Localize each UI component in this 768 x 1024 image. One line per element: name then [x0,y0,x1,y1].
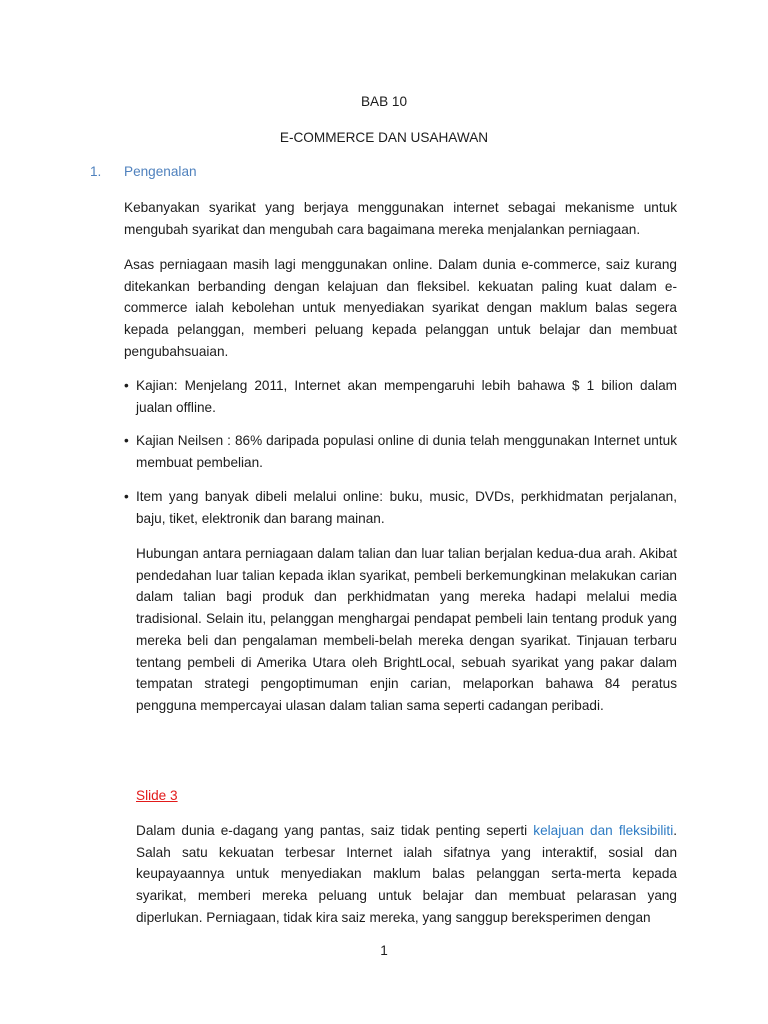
bullet-item [124,375,677,418]
bullet-dot: • [124,378,129,393]
bullet-item [124,430,677,473]
paragraph-slide [136,820,677,929]
page-number: 1 [380,943,388,958]
bullet-text: Item yang banyak dibeli melalui online: buku, music, DVDs, perkhidmatan perjalanan, baju, tiket, elektronik dan barang mainan. [136,488,677,526]
bullet-text: Kajian Neilsen : 86% daripada populasi online di dunia telah menggunakan Internet untuk membuat pembelian. [136,433,677,471]
slide-link-text[interactable]: kelajuan dan fleksibiliti [533,823,674,838]
slide-text-before: Dalam dunia e-dagang yang pantas, saiz tidak penting seperti [136,823,534,838]
section-number: 1. [90,164,102,179]
bullet-dot: • [124,433,129,449]
bullet-item [124,486,677,529]
slide-text-after: . Salah satu kekuatan terbesar Internet ialah sifatnya yang interaktif, sosial dan keupayaannya untuk menyediakan maklum balas pelanggan serta-merta kepada syarikat, memberi mereka peluang untuk belajar dan membuat pelarasan yang diperlukan. Perniagaan, tidak kira saiz mereka, yang sanggup bereksperimen dengan [136,823,677,925]
bullet-list [124,375,677,529]
section-title: Pengenalan [124,164,197,179]
paragraph-intro: Kebanyakan syarikat yang berjaya menggunakan internet sebagai mekanisme untuk mengubah syarikat dan mengubah cara bagaimana mereka menjalankan perniagaan. [124,200,677,237]
bullet-dot: • [124,488,129,504]
chapter-heading: BAB 10 [360,94,408,109]
paragraph-relationship: Hubungan antara perniagaan dalam talian dan luar talian berjalan kedua-dua arah. Akibat pendedahan luar talian kepada iklan syarikat, pembeli berkemungkinan melakukan carian dalam talian bagi produk dan perkhidmatan yang mereka hadapi melalui media tradisional. Selain itu, pelanggan menghargai pendapat pembeli lain tentang produk yang mereka beli dan pengalaman membeli-belah mereka dengan syarikat. Tinjauan terbaru tentang pembeli di Amerika Utara oleh BrightLocal, sebuah syarikat yang pakar dalam tempatan strategi pengoptimuman enjin carian, melaporkan bahawa 84 peratus pengguna mempercayai ulasan dalam talian sama seperti cadangan peribadi. [136,546,677,713]
chapter-title: E-COMMERCE DAN USAHAWAN [279,130,489,145]
paragraph-basis: Asas perniagaan masih lagi menggunakan online. Dalam dunia e-commerce, saiz kurang ditekankan berbanding dengan kelajuan dan fleksibel. kekuatan paling kuat dalam e-commerce ialah kebolehan untuk menyediakan syarikat dengan maklum balas segera kepada pelanggan, memberi peluang kepada pelanggan untuk belajar dan membuat pengubahsuaian. [124,257,677,359]
bullet-text: Kajian: Menjelang 2011, Internet akan mempengaruhi lebih bahawa $ 1 bilion dalam jualan offline. [136,378,677,415]
slide-label: Slide 3 [136,788,178,803]
